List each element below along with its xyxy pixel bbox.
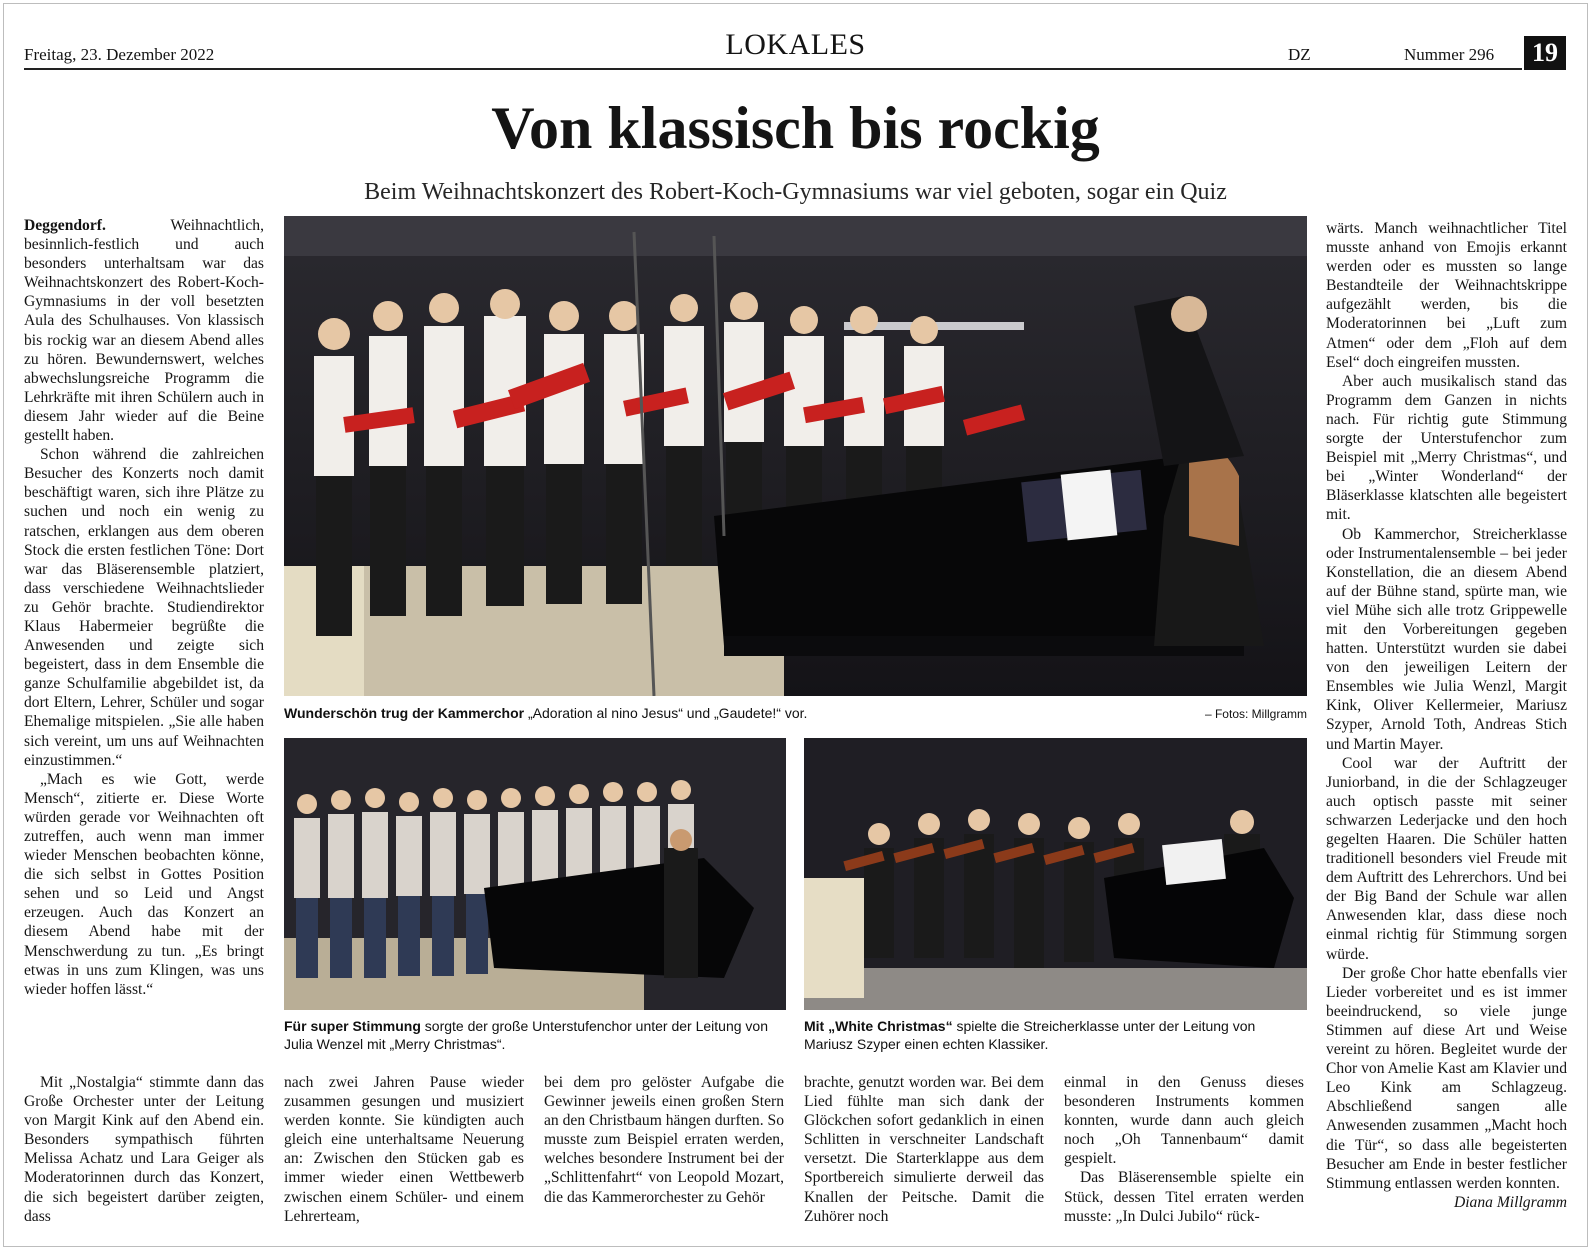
header-date: Freitag, 23. Dezember 2022 [24,45,215,64]
chamber-choir-photo-drawing [284,216,1307,696]
header-paper: DZ [1288,45,1311,64]
string-class-photo-drawing [804,738,1307,1010]
caption-left-lead: Für super Stimmung [284,1018,421,1034]
lower-school-choir-photo-drawing [284,738,786,1010]
bottom-column-5 [1064,1073,1304,1248]
paragraph: Mit „Nostalgia“ stimmte dann das Große Orchester unter der Leitung von Margit Kink auf den Abend ein. Besonders sympathisch führten Melissa Achatz und Lara Geiger als Moderatorinnen durch das Konzert, die sich begeistert darüber zeigten, dass [24,1074,264,1225]
paragraph: Ob Kammerchor, Streicherklasse oder Instrumentalensemble – bei jeder Konstellation, die an diesem Abend auf der Bühne stand, spürte man, wie viel Mühe sich alle trotz Grippewelle mit den Vorbereitungen gegeben hatten. Unterstützt wurden sie dabei von den jeweiligen Leitern der Ensembles wie Julia Wenzl, Margit Kink, Oliver Kellermeier, Mariusz Szyper, Arnold Toth, Andreas Stich und Martin Mayer. [1326,525,1567,753]
paragraph: Das Bläserensemble spielte ein Stück, dessen Titel erraten werden musste: „In Dulci Jubilo“ rück- [1064,1169,1304,1225]
photo-chamber-choir [284,216,1307,696]
paragraph: Der große Chor hatte ebenfalls vier Lieder vorbereitet und es ist immer beeindruckend, so viele junge Stimmen auf diese Art und Weise vereint zu hören. Begleitet wurde der Chor von Amelie Kast am Klavier und Leo Kink am Schlagzeug. Abschließend sangen alle Anwesenden zusammen „Macht hoch die Tür“, so dass alle begeisterten Besucher am Ende in bester festlicher Stimmung entlassen werden konnten. [1326,964,1567,1192]
photo-credit: – Fotos: Millgramm [1204,707,1307,721]
header-issue-number: Nummer 296 [1404,45,1495,64]
paragraph: „Mach es wie Gott, werde Mensch“, zitierte er. Diese Worte würden gerade vor Weihnachten oft zutreffen, auch wenn man immer wieder Menschen beobachten könne, die sich selbst in Gottes Position sehen und so Leid und Angst erzeugen. Auch das Konzert an diesem Abend habe mit der Menschwerdung zu tun. „Es bringt etwas in uns zum Klingen, was uns wieder hoffen lässt.“ [24,770,264,998]
bottom-column-3 [544,1073,784,1248]
caption-main-lead: Wunderschön trug der Kammerchor [284,705,525,721]
caption-main-photo [284,704,1164,722]
author-byline: Diana Millgramm [1453,1193,1567,1211]
photo-string-class [804,738,1307,1010]
article-subheadline: Beim Weihnachtskonzert des Robert-Koch-Gymnasiums war viel geboten, sogar ein Quiz [364,179,1227,205]
paragraph: Schon während die zahlreichen Besucher des Konzerts noch damit beschäftigt waren, sich ihre Plätze zu suchen und noch ein wenig zu ratschen, erklangen aus dem oberen Stock die ersten festlichen Töne: Dort war das Bläserensemble platziert, dass verschiedene Weihnachtslieder zu Gehör brachte. Studiendirektor Klaus Habermeier begrüßte die Anwesenden und zeigte sich begeistert, dass in dem Ensemble die ganze Schulfamilie abgebildet ist, da dort Eltern, Lehrer, Schüler und sogar Ehemalige mitspielen. „Sie alle haben sich vereint, um uns auf Weihnachten einzustimmen.“ [24,446,264,769]
paragraph: Cool war der Auftritt der Juniorband, in die der Schlagzeuger auch optisch passte mit seiner schwarzen Lederjacke und den hoch gegelten Haaren. Die Schüler hatten traditionell besonders viel Freude mit dem Auftritt des Lehrerchors. Und bei der Big Band der Schule war allen Anwesenden klar, dass diese noch einmal richtig für Stimmung sorgen würde. [1326,754,1567,963]
paragraph: Aber auch musikalisch stand das Programm dem Ganzen in nichts nach. Für richtig gute Stimmung sorgte der Unterstufenchor zum Beispiel mit „Merry Christmas“, und bei „Winter Wonderland“ der Bläserklasse klatschten alle begeistert mit. [1326,372,1567,524]
bottom-column-1 [24,1073,264,1248]
paragraph: einmal in den Genuss dieses besonderen Instruments kommen konnten, wurde dann auch gleich noch „Oh Tannenbaum“ damit gespielt. [1064,1074,1304,1168]
right-text-column [1326,219,1567,1239]
photo-lower-school-choir [284,738,786,1010]
paragraph: bei dem pro gelöster Aufgabe die Gewinner jeweils einen großen Stern an den Christbaum hängen durften. So musste zum Beispiel erraten werden, welches besondere Instrument bei der „Schlittenfahrt“ von Leopold Mozart, die das Kammerorchester zu Gehör [544,1074,784,1206]
header-section: LOKALES [725,28,866,61]
paragraph: nach zwei Jahren Pause wieder zusammen gesungen und musiziert werden konnte. Sie kündigten auch gleich eine unterhaltsame Neuerung an: Zwischen den Stücken gab es immer wieder einen Wettbewerb zwischen einem Schüler- und einem Lehrerteam, [284,1074,524,1225]
caption-right-lead: Mit „White Christmas“ [804,1018,953,1034]
paragraph: brachte, genutzt worden war. Bei dem Lied fühlte man sich dank der Glöckchen sofort gedanklich in einen Schlitten in verschneiter Landschaft versetzt. Die Starterklappe aus dem Sportbereich simulierte derweil das Knallen der Peitsche. Damit die Zuhörer noch [804,1074,1044,1225]
paragraph: wärts. Manch weihnachtlicher Titel musste anhand von Emojis erkannt werden oder es mussten so lange Bestandteile der Weihnachtskrippe aufgezählt werden, bis die Moderatorinnen bei „Luft zum Atmen“ oder dem „Floh auf dem Esel“ doch eingreifen mussten. [1326,220,1567,371]
paragraph-text: Weihnachtlich, besinnlich-festlich und auch besonders unterhaltsam war das Weihnachtskonzert des Robert-Koch-Gymnasiums in der voll besetzten Aula des Schulhauses. Von klassisch bis rockig war an diesem Abend alles zu hören. Bewundernswert, welches abwechslungsreiche Programm die Lehrkräfte mit ihren Schülern auch in diesem Jahr wieder auf die Beine gestellt haben. [24,217,264,445]
intro-paragraph [24,216,264,445]
caption-left-text: sorgte der große Unterstufenchor unter der Leitung von Julia Wenzel mit „Merry Christmas“. [284,1018,768,1052]
page-number-box: 19 [1524,36,1566,70]
header-rule [24,68,1522,70]
caption-left-photo [284,1017,786,1053]
caption-main-text: „Adoration al nino Jesus“ und „Gaudete!“ vor. [528,705,808,721]
dateline: Deggendorf. [24,217,106,234]
caption-right-photo [804,1017,1307,1053]
bottom-column-4 [804,1073,1044,1248]
caption-right-text: spielte die Streicherklasse unter der Leitung von Mariusz Szyper einen echten Klassiker. [804,1018,1256,1052]
article-headline: Von klassisch bis rockig [491,95,1100,161]
bottom-column-2 [284,1073,524,1248]
